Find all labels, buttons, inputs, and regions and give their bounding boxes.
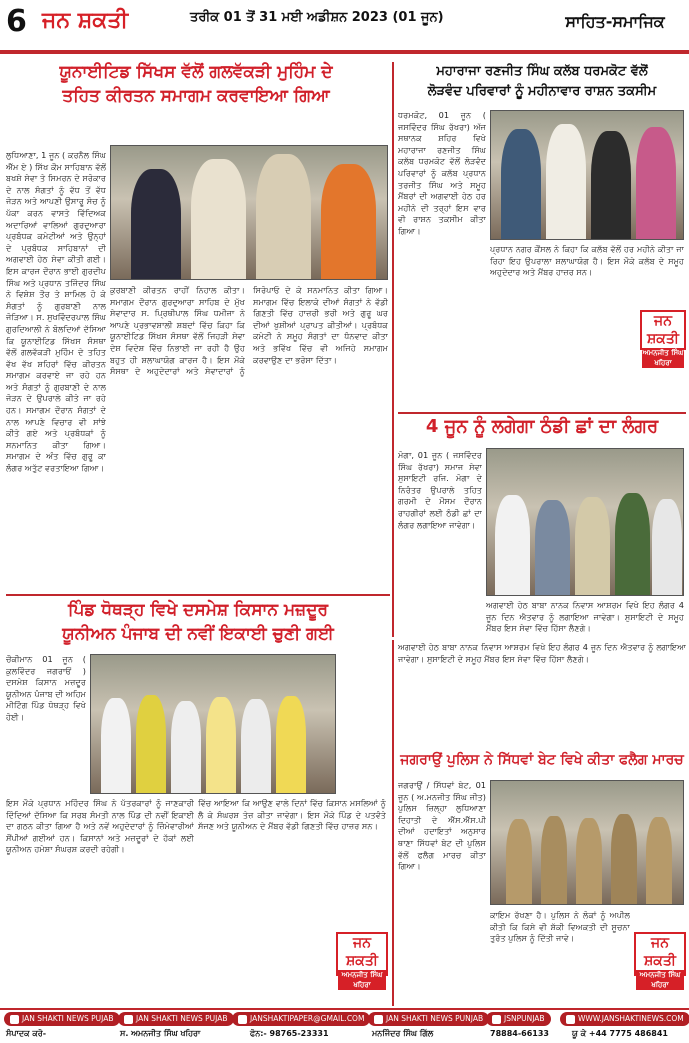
social-label: JAN SHAKTI NEWS PUJAB [136,1014,228,1023]
globe-icon [566,1015,575,1024]
social-youtube[interactable] [4,1012,120,1026]
social-label: JSNPUNJAB [504,1014,545,1023]
twitter-icon [492,1015,501,1024]
a3-continued: ਅਗਵਾਈ ਹੇਠ ਬਾਬਾ ਨਾਨਕ ਨਿਵਾਸ ਆਸ਼ਰਮ ਵਿਖੇ ਇਹ ਲੰਗਰ 4 ਜੂਨ ਦਿਨ ਐਤਵਾਰ ਨੂੰ ਲਗਾਇਆ ਜਾਵੇਗਾ। ਸੁਸਾਇਟੀ ਦੇ ਸਮੂਹ ਮੈਂਬਰ ਇਸ ਸੇਵਾ ਵਿੱਚ ਹਿੱਸਾ ਲੈਣਗੇ। [398,642,686,664]
social-label: WWW.JANSHAKTINEWS.COM [578,1014,684,1023]
social-label: JANSHAKTIPAPER@GMAIL.COM [250,1014,365,1023]
a3-body-left: ਮੋਗਾ, 01 ਜੂਨ ( ਜਸਵਿੰਦਰ ਸਿੰਘ ਰੱਖਰਾ) ਸਮਾਜ ਸੇਵਾ ਸੁਸਾਇਟੀ ਰਜਿ. ਮੋਗਾ ਦੇ ਨਿਰੰਤਰ ਉਪਰਾਲੇ ਤਹਿਤ ਗਰਮੀ ਦੇ ਮੌਸਮ ਦੌਰਾਨ ਰਾਹਗੀਰਾਂ ਲਈ ਠੰਡੀ ਛਾਂ ਦਾ ਲੰਗਰ ਲਗਾਇਆ ਜਾਵੇਗਾ। [398,450,482,530]
column-divider [392,62,394,637]
a5-body-left: ਜਗਰਾਉਂ / ਸਿੱਧਵਾਂ ਬੇਟ, 01 ਜੂਨ ( ਅ.ਮਨਜੀਤ ਸਿੰਘ ਜੀਤ) ਪੁਲਿਸ ਜ਼ਿਲ੍ਹਾ ਲੁਧਿਆਣਾ ਦਿਹਾਤੀ ਦੇ ਐੱਸ.ਐੱਸ.ਪੀ ਦੀਆਂ ਹਦਾਇਤਾਂ ਅਨੁਸਾਰ ਥਾਣਾ ਸਿੱਧਵਾਂ ਬੇਟ ਦੀ ਪੁਲਿਸ ਵੱਲੋਂ ਫਲੈਗ ਮਾਰਚ ਕੀਤਾ ਗਿਆ। [398,780,486,872]
a4-body-bottom: ਇਸ ਮੌਕੇ ਪ੍ਰਧਾਨ ਮਹਿੰਦਰ ਸਿੰਘ ਨੇ ਪੱਤਰਕਾਰਾਂ ਨੂੰ ਜਾਣਕਾਰੀ ਦਿੰਦਿਆਂ ਦੱਸਿਆ ਕਿ ਸਰਬ ਸੰਮਤੀ ਨਾਲ ਪਿੰਡ ਦੀ ਨਵੀਂ ਇਕਾਈ ਦਾ ਗਠਨ ਕੀਤਾ ਗਿਆ ਹੈ ਅਤੇ ਨਵੇਂ ਅਹੁਦੇਦਾਰਾਂ ਨੂੰ ਜ਼ਿੰਮੇਵਾਰੀਆਂ ਸੌਂਪੀਆਂ ਗਈਆਂ ਹਨ। ਕਿਸਾਨਾਂ ਅਤੇ ਮਜ਼ਦੂਰਾਂ ਦੇ ਹੱਕਾਂ ਲਈ ਯੂਨੀਅਨ ਹਮੇਸ਼ਾ ਸੰਘਰਸ਼ ਕਰਦੀ ਰਹੇਗੀ। [6,798,194,855]
a1-headline-2: ਤਹਿਤ ਕੀਰਤਨ ਸਮਾਗਮ ਕਰਵਾਇਆ ਗਿਆ [62,86,330,106]
social-label: JAN SHAKTI NEWS PUNJAB [386,1014,484,1023]
a4-headline-1: ਪਿੰਡ ਧੋਥੜ੍ਹ ਵਿਖੇ ਦਸਮੇਸ਼ ਕਿਸਾਨ ਮਜ਼ਦੂਰ [67,600,329,620]
social-email[interactable] [232,1012,370,1026]
column-divider-2 [392,640,394,1006]
masthead-logo [42,8,162,40]
badge-title: ਜਨ ਸ਼ਕਤੀ [646,313,680,347]
a2-headline-1: ਮਹਾਰਾਜਾ ਰਣਜੀਤ ਸਿੰਘ ਕਲੱਬ ਧਰਮਕੋਟ ਵੱਲੋਂ [436,64,648,79]
a3-headline: 4 ਜੂਨ ਨੂੰ ਲਗੇਗਾ ਠੰਡੀ ਛਾਂ ਦਾ ਲੰਗਰ [425,416,659,437]
a4-rule [6,594,390,596]
a4-body-top: ਚੌਕੀਮਾਨ 01 ਜੂਨ ( ਕੁਲਵਿੰਦਰ ਜਗਰਾਓਂ ) ਦਸਮੇਸ਼ ਕਿਸਾਨ ਮਜ਼ਦੂਰ ਯੂਨੀਅਨ ਪੰਜਾਬ ਦੀ ਅਹਿਮ ਮੀਟਿੰਗ ਪਿੰਡ ਧੋਥੜ੍ਹ ਵਿਖੇ ਹੋਈ। [6,654,86,722]
badge-title-3: ਜਨ ਸ਼ਕਤੀ [643,935,677,969]
badge-subtitle-3: ਅਮਨਜੀਤ ਸਿੰਘ ਖਹਿਰਾ [636,970,684,990]
a2-headline-2: ਲੋੜਵੰਦ ਪਰਿਵਾਰਾਂ ਨੂੰ ਮਹੀਨਾਵਾਰ ਰਾਸ਼ਨ ਤਕਸੀਮ [427,84,657,99]
header-rule [0,50,689,54]
badge-subtitle-2: ਅਮਨਜੀਤ ਸਿੰਘ ਖਹਿਰਾ [338,970,386,990]
contact-name-2: ਮਨਜਿੰਦਰ ਸਿੰਘ ਗਿੱਲ [372,1029,434,1038]
a1-headline-1: ਯੂਨਾਈਟਿਡ ਸਿੱਖਸ ਵੱਲੋਂ ਗਲਵੱਕੜੀ ਮੁਹਿੰਮ ਦੇ [59,62,333,82]
badge-title-2: ਜਨ ਸ਼ਕਤੀ [345,935,379,969]
a3-photo [486,448,684,596]
a5-body-right: ਕਾਇਮ ਰੱਖਣਾ ਹੈ। ਪੁਲਿਸ ਨੇ ਲੋਕਾਂ ਨੂੰ ਅਪੀਲ ਕੀਤੀ ਕਿ ਕਿਸੇ ਵੀ ਸ਼ੱਕੀ ਵਿਅਕਤੀ ਦੀ ਸੂਚਨਾ ਤੁਰੰਤ ਪੁਲਿਸ ਨੂੰ ਦਿੱਤੀ ਜਾਵੇ। [490,910,630,944]
a1-photo [110,145,388,280]
contact-phone: ਫੋਨ:- 98765-23331 [250,1029,329,1038]
social-instagram[interactable] [368,1012,489,1026]
a3-body-right: ਅਗਵਾਈ ਹੇਠ ਬਾਬਾ ਨਾਨਕ ਨਿਵਾਸ ਆਸ਼ਰਮ ਵਿਖੇ ਇਹ ਲੰਗਰ 4 ਜੂਨ ਦਿਨ ਐਤਵਾਰ ਨੂੰ ਲਗਾਇਆ ਜਾਵੇਗਾ। ਸੁਸਾਇਟੀ ਦੇ ਸਮੂਹ ਮੈਂਬਰ ਇਸ ਸੇਵਾ ਵਿੱਚ ਹਿੱਸਾ ਲੈਣਗੇ। [486,600,684,634]
contact-phone-2: 78884-66133 [490,1029,549,1038]
a3-rule [398,412,686,414]
a5-photo [490,780,684,905]
section-title: ਸਾਹਿਤ-ਸਮਾਜਿਕ [565,12,665,31]
social-website[interactable] [560,1012,689,1026]
a5-headline: ਜਗਰਾਉਂ ਪੁਲਿਸ ਨੇ ਸਿੱਧਵਾਂ ਬੇਟ ਵਿਖੇ ਕੀਤਾ ਫਲੈਗ ਮਾਰਚ [400,752,684,768]
dateline: ਤਰੀਕ 01 ਤੋਂ 31 ਮਈ ਅਡੀਸ਼ਨ 2023 (01 ਜੂਨ) [190,10,444,25]
youtube-icon [10,1015,19,1024]
email-icon [238,1015,247,1024]
contact-editor-name: ਸ. ਅਮਨਜੀਤ ਸਿੰਘ ਖਹਿਰਾ [120,1029,201,1038]
page-number: 6 [6,4,27,39]
a1-body-left: ਲੁਧਿਆਣਾ, 1 ਜੂਨ ( ਕਰਨੈਲ ਸਿੰਘ ਐੱਮ ਏ ) ਸਿੱਖ ਕੌਮ ਸਾਹਿਬਾਨ ਵੱਲੋਂ ਬਖਸ਼ੇ ਸੇਵਾ ਤੇ ਸਿਮਰਨ ਦੇ ਸਰੋਕਾਰ ਦੇ ਨਾਲ ਸੰਗਤਾਂ ਨੂੰ ਵੱਧ ਤੋਂ ਵੱਧ ਜੋੜਨ ਅਤੇ ਆਪਣੀ ਉਸਾਰੂ ਸੋਚ ਨੂੰ ਪੱਕਾ ਕਰਨ ਵਾਸਤੇ ਵਿੱਦਿਅਕ ਅਦਾਰਿਆਂ ਵਾਲਿਆਂ ਗੁਰਦੁਆਰਾ ਪ੍ਰਬੰਧਕ ਕਮੇਟੀਆਂ ਅਤੇ ਉਨ੍ਹਾਂ ਦੇ ਪ੍ਰਬੰਧਕ ਸਾਹਿਬਾਨਾਂ ਦੀ ਅਗਵਾਈ ਹੇਠ ਸੇਵਾ ਕੀਤੀ ਗਈ। ਇਸ ਕਾਰਜ ਦੌਰਾਨ ਭਾਈ ਗੁਰਦੀਪ ਸਿੰਘ ਅਤੇ ਪ੍ਰਧਾਨ ਤਜਿੰਦਰ ਸਿੰਘ ਨੇ ਵਿਸ਼ੇਸ਼ ਤੌਰ ਤੇ ਸ਼ਾਮਿਲ ਹੋ ਕੇ ਸੰਗਤਾਂ ਨੂੰ ਗੁਰਬਾਣੀ ਨਾਲ ਜੋੜਿਆ। ਸ. ਸੁਖਵਿੰਦਰਪਾਲ ਸਿੰਘ ਗੁਰਦਿਆਲੀ ਨੇ ਬੋਲਦਿਆਂ ਦੱਸਿਆ ਕਿ ਯੂਨਾਈਟਿਡ ਸਿੱਖਸ ਸੰਸਥਾ ਵੱਲੋਂ ਗਲਵੱਕੜੀ ਮੁਹਿੰਮ ਦੇ ਤਹਿਤ ਵੱਖ ਵੱਖ ਸ਼ਹਿਰਾਂ ਵਿੱਚ ਕੀਰਤਨ ਸਮਾਗਮ ਕਰਵਾਏ ਜਾ ਰਹੇ ਹਨ ਅਤੇ ਸੰਗਤਾਂ ਨੂੰ ਗੁਰਬਾਣੀ ਦੇ ਨਾਲ ਜੋੜਨ ਦੇ ਉਪਰਾਲੇ ਕੀਤੇ ਜਾ ਰਹੇ ਹਨ। ਸਮਾਗਮ ਦੌਰਾਨ ਸੰਗਤਾਂ ਦੇ ਨਾਲ ਆਪਣੇ ਵਿਚਾਰ ਵੀ ਸਾਂਝੇ ਕੀਤੇ ਗਏ ਅਤੇ ਪ੍ਰਬੰਧਕਾਂ ਨੂੰ ਸਨਮਾਨਿਤ ਕੀਤਾ ਗਿਆ। ਸਮਾਗਮ ਦੇ ਅੰਤ ਵਿੱਚ ਗੁਰੂ ਕਾ ਲੰਗਰ ਅਤੁੱਟ ਵਰਤਾਇਆ ਗਿਆ। [6,150,106,474]
social-facebook[interactable] [118,1012,234,1026]
a1-body-right: ਕੁਰਬਾਣੀ ਕੀਰਤਨ ਰਾਹੀਂ ਨਿਹਾਲ ਕੀਤਾ। ਸਮਾਗਮ ਦੌਰਾਨ ਗੁਰਦੁਆਰਾ ਸਾਹਿਬ ਦੇ ਮੁੱਖ ਸੇਵਾਦਾਰ ਸ. ਪ੍ਰਿਥੀਪਾਲ ਸਿੰਘ ਧਮੀਜਾ ਨੇ ਆਪਣੇ ਪ੍ਰਭਾਵਸ਼ਾਲੀ ਸ਼ਬਦਾਂ ਵਿੱਚ ਕਿਹਾ ਕਿ ਯੂਨਾਈਟਿਡ ਸਿੱਖਸ ਸੰਸਥਾ ਵੱਲੋਂ ਜਿਹੜੀ ਸੇਵਾ ਦੇਸ਼ ਵਿਦੇਸ਼ ਵਿੱਚ ਨਿਭਾਈ ਜਾ ਰਹੀ ਹੈ ਉਹ ਬਹੁਤ ਹੀ ਸ਼ਲਾਘਾਯੋਗ ਕਾਰਜ ਹੈ। ਇਸ ਮੌਕੇ ਸੰਸਥਾ ਦੇ ਅਹੁਦੇਦਾਰਾਂ ਅਤੇ ਸੇਵਾਦਾਰਾਂ ਨੂੰ ਸਿਰੋਪਾਓ ਦੇ ਕੇ ਸਨਮਾਨਿਤ ਕੀਤਾ ਗਿਆ। ਸਮਾਗਮ ਵਿੱਚ ਇਲਾਕੇ ਦੀਆਂ ਸੰਗਤਾਂ ਨੇ ਵੱਡੀ ਗਿਣਤੀ ਵਿੱਚ ਹਾਜ਼ਰੀ ਭਰੀ ਅਤੇ ਗੁਰੂ ਘਰ ਦੀਆਂ ਖੁਸ਼ੀਆਂ ਪ੍ਰਾਪਤ ਕੀਤੀਆਂ। ਪ੍ਰਬੰਧਕ ਕਮੇਟੀ ਨੇ ਸਮੂਹ ਸੰਗਤਾਂ ਦਾ ਧੰਨਵਾਦ ਕੀਤਾ ਅਤੇ ਭਵਿੱਖ ਵਿੱਚ ਵੀ ਅਜਿਹੇ ਸਮਾਗਮ ਕਰਵਾਉਣ ਦਾ ਭਰੋਸਾ ਦਿੱਤਾ। [110,285,388,377]
brand-badge [640,310,686,367]
contact-editor-label: ਸੰਪਾਦਕ ਕਰੋ- [6,1029,47,1038]
brand-badge-3 [634,932,686,989]
a2-photo [490,110,684,240]
a2-body-right: ਪ੍ਰਧਾਨ ਨਗਰ ਕੌਂਸਲ ਨੇ ਕਿਹਾ ਕਿ ਕਲੱਬ ਵੱਲੋਂ ਹਰ ਮਹੀਨੇ ਕੀਤਾ ਜਾ ਰਿਹਾ ਇਹ ਉਪਰਾਲਾ ਸ਼ਲਾਘਾਯੋਗ ਹੈ। ਇਸ ਮੌਕੇ ਕਲੱਬ ਦੇ ਸਮੂਹ ਅਹੁਦੇਦਾਰ ਅਤੇ ਮੈਂਬਰ ਹਾਜ਼ਰ ਸਨ। [490,244,684,278]
badge-subtitle: ਅਮਨਜੀਤ ਸਿੰਘ ਖਹਿਰਾ [642,349,684,367]
logo-text: ਜਨ ਸ਼ਕਤੀ [42,8,129,33]
brand-badge-2 [336,932,388,989]
instagram-icon [374,1015,383,1024]
a4-photo [90,654,336,794]
contact-uk-phone: ਯੂ ਕੇ +44 7775 486841 [572,1029,668,1038]
social-label: JAN SHAKTI NEWS PUJAB [22,1014,114,1023]
social-twitter[interactable] [486,1012,551,1026]
a2-body-left: ਧਰਮਕੋਟ, 01 ਜੂਨ ( ਜਸਵਿੰਦਰ ਸਿੰਘ ਰੱਖਰਾ) ਅੱਜ ਸਥਾਨਕ ਸ਼ਹਿਰ ਵਿਖੇ ਮਹਾਰਾਜਾ ਰਣਜੀਤ ਸਿੰਘ ਕਲੱਬ ਧਰਮਕੋਟ ਵੱਲੋਂ ਲੋੜਵੰਦ ਪਰਿਵਾਰਾਂ ਨੂੰ ਕਲੱਬ ਪ੍ਰਧਾਨ ਤਰਜੀਤ ਸਿੰਘ ਅਤੇ ਸਮੂਹ ਮੈਂਬਰਾਂ ਦੀ ਅਗਵਾਈ ਹੇਠ ਹਰ ਮਹੀਨੇ ਦੀ ਤਰ੍ਹਾਂ ਇਸ ਵਾਰ ਵੀ ਰਾਸ਼ਨ ਤਕਸੀਮ ਕੀਤਾ ਗਿਆ। [398,110,486,236]
a4-body-right: ਵਿੱਚ ਆਇਆ ਕਿ ਆਉਣ ਵਾਲੇ ਦਿਨਾਂ ਵਿੱਚ ਕਿਸਾਨ ਮਸਲਿਆਂ ਨੂੰ ਲੈ ਕੇ ਸੰਘਰਸ਼ ਤੇਜ਼ ਕੀਤਾ ਜਾਵੇਗਾ। ਇਸ ਮੌਕੇ ਪਿੰਡ ਦੇ ਪਤਵੰਤੇ ਸੱਜਣ ਅਤੇ ਯੂਨੀਅਨ ਦੇ ਮੈਂਬਰ ਵੱਡੀ ਗਿਣਤੀ ਵਿੱਚ ਹਾਜ਼ਰ ਸਨ। [198,798,386,832]
a4-headline-2: ਯੂਨੀਅਨ ਪੰਜਾਬ ਦੀ ਨਵੀਂ ਇਕਾਈ ਚੁਣੀ ਗਈ [62,624,334,644]
facebook-icon [124,1015,133,1024]
